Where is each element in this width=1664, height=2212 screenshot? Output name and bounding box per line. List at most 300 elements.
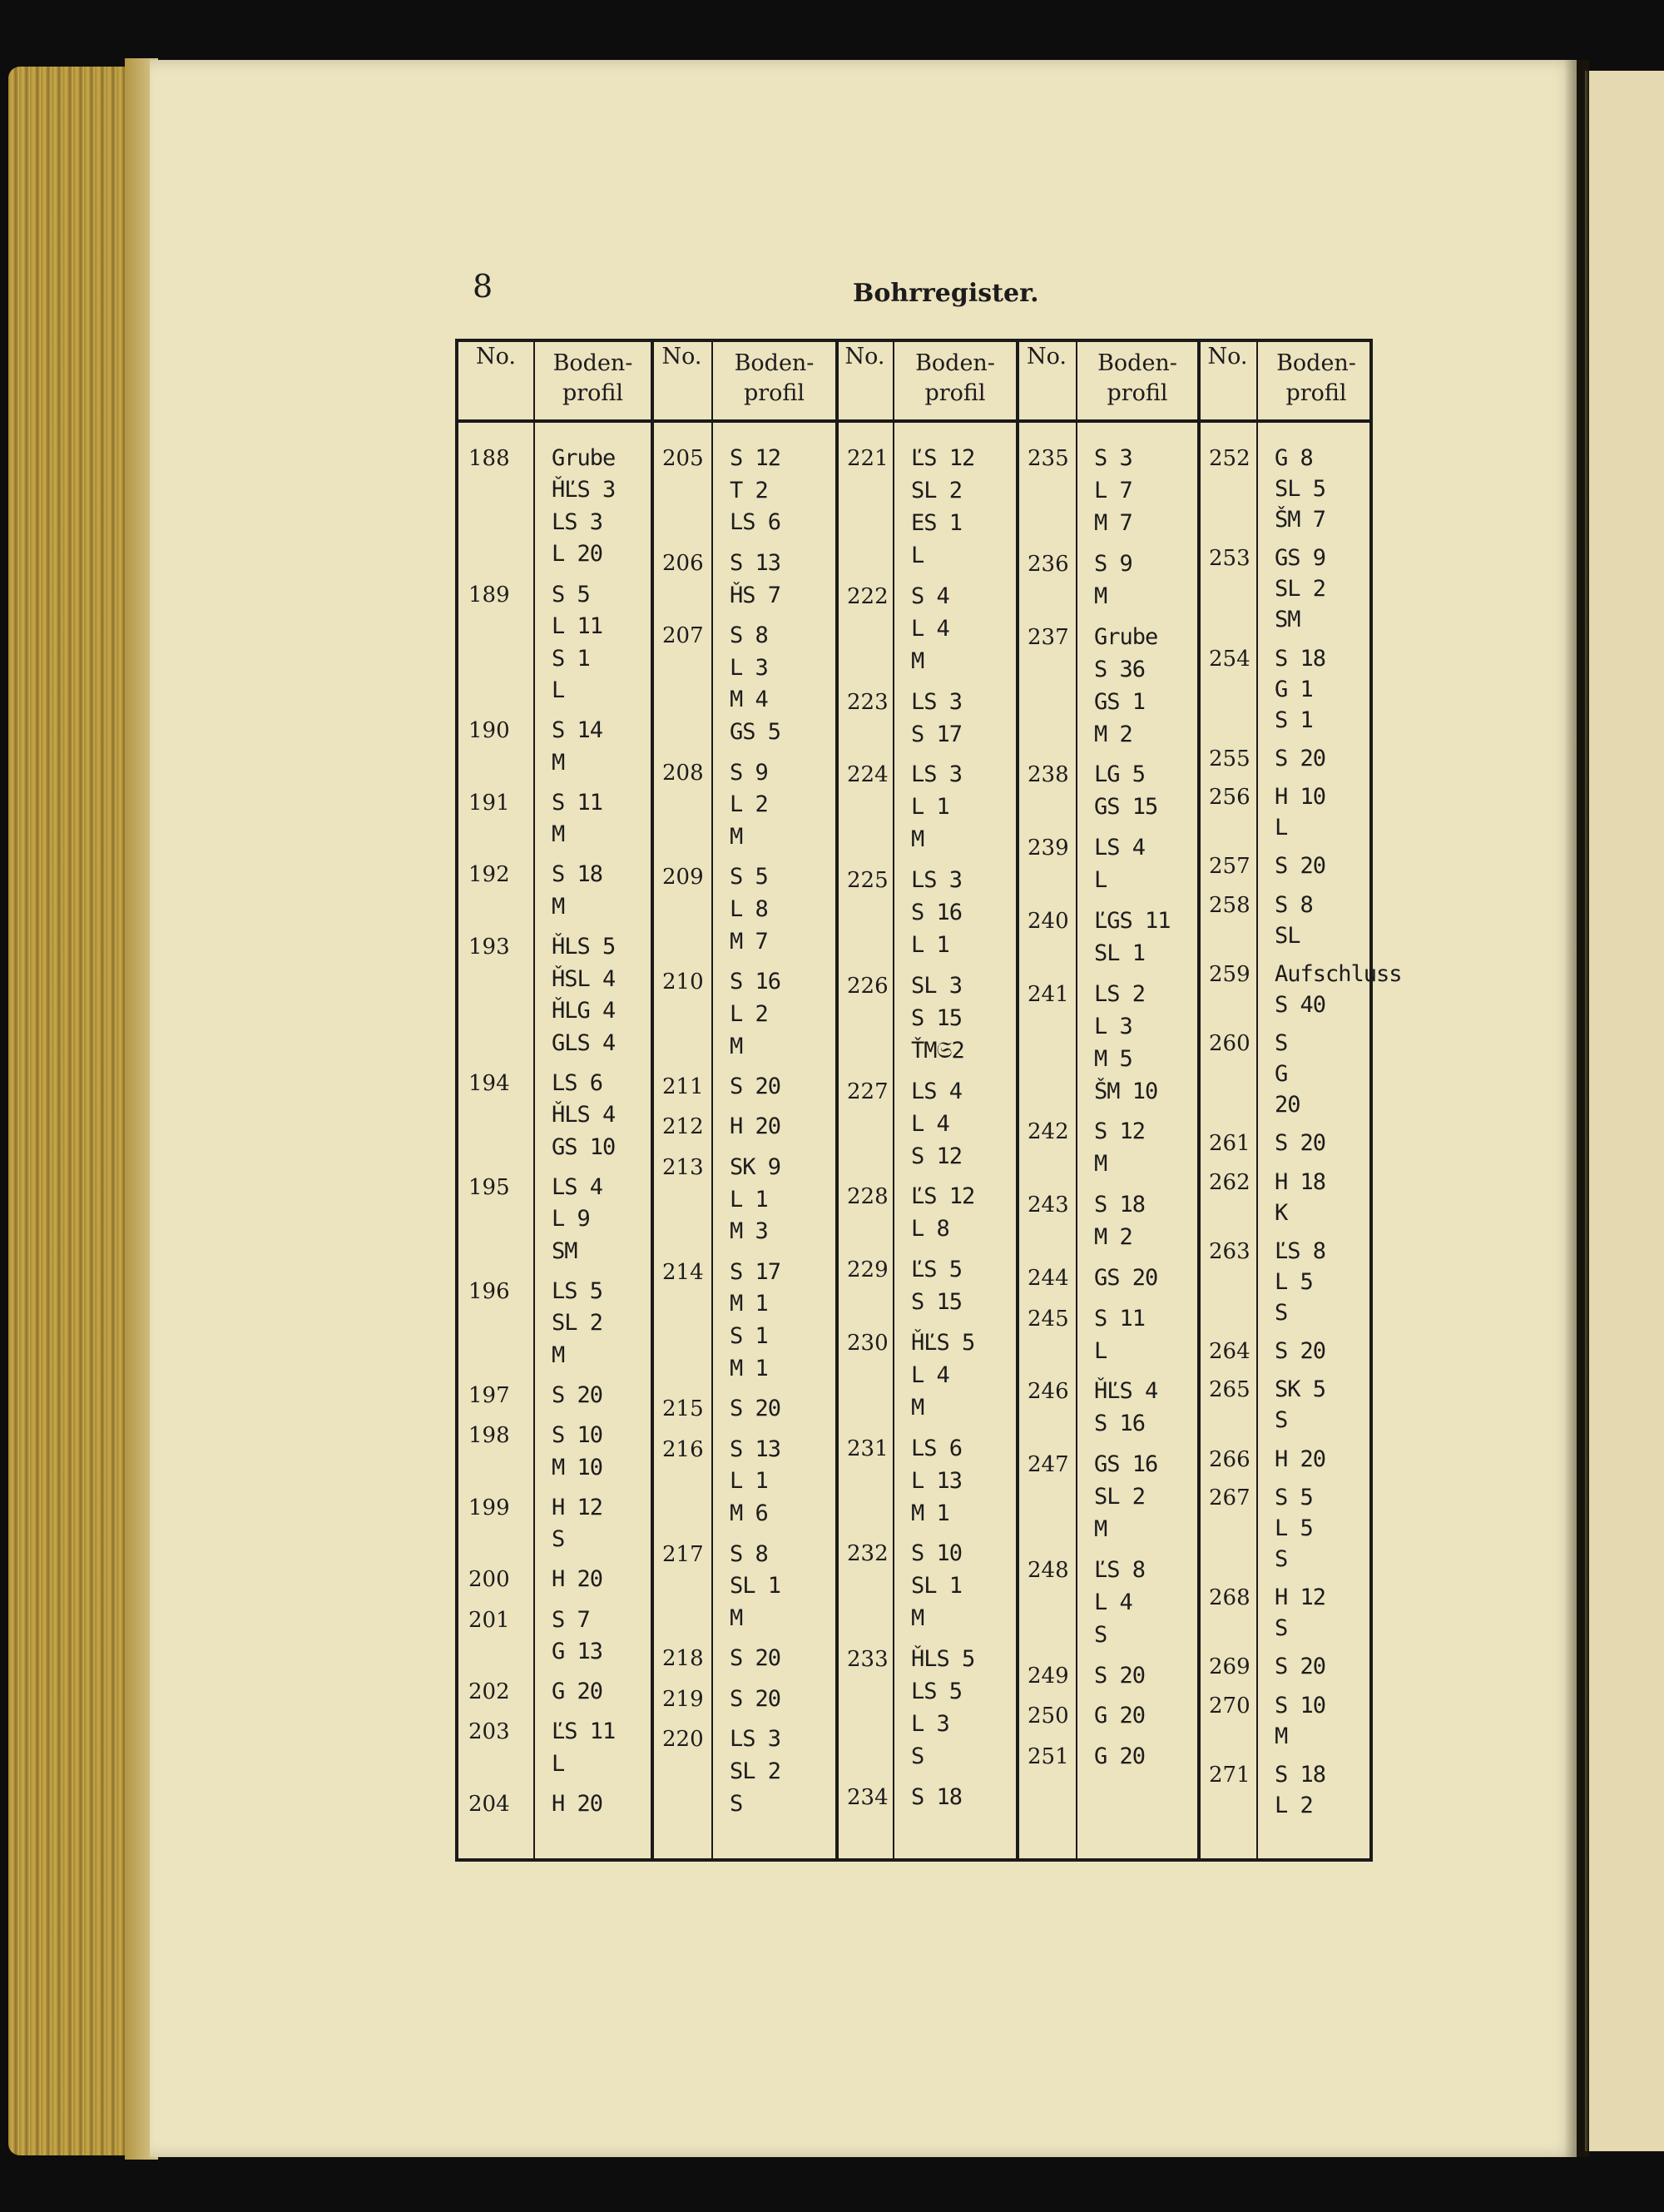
profile-entry: H 20 (552, 1566, 603, 1593)
profile-entry: S 20 (1275, 745, 1326, 771)
profile-entry: M 6 (730, 1500, 768, 1527)
row-number: 227 (847, 1079, 889, 1104)
profile-entry: GS 15 (1094, 794, 1158, 821)
profile-entry: ĽS 5 (911, 1257, 963, 1282)
profile-entry: L 5 (1275, 1515, 1313, 1541)
profile-entry: S 16 (911, 900, 963, 925)
header-bodenprofil: Boden- profil (1097, 350, 1177, 406)
profile-entry: S 10 (911, 1540, 963, 1567)
profile-entry: ĽS 12 (911, 1183, 975, 1210)
profile-entry: LS 3 (911, 867, 963, 893)
row-number: 212 (662, 1114, 704, 1140)
row-number: 249 (1028, 1663, 1069, 1689)
profile-entry: LS 6 (911, 1435, 963, 1461)
profile-entry: S 5 (1275, 1484, 1313, 1510)
profile-entry: H 12 (1275, 1585, 1326, 1610)
profile-entry: SL 2 (911, 478, 963, 503)
profile-entry: ȞLG 4 (552, 998, 616, 1024)
row-number: 261 (1209, 1131, 1250, 1157)
profile-entry: L 5 (1275, 1268, 1313, 1295)
profile-entry: GS 9 (1275, 545, 1326, 572)
row-number: 222 (847, 583, 889, 609)
profile-entry: S 4 (911, 583, 949, 609)
row-number: 213 (662, 1154, 704, 1180)
profile-entry: S (1275, 1615, 1288, 1641)
profile-entry: ĽS 12 (911, 445, 975, 471)
profile-entry: LS 6 (730, 509, 781, 536)
row-number: 270 (1209, 1693, 1250, 1719)
profile-entry: M (911, 1394, 924, 1421)
row-number: 205 (662, 446, 704, 471)
profile-entry: L 13 (911, 1467, 963, 1494)
row-number: 244 (1028, 1265, 1069, 1291)
profile-entry: M (1275, 1723, 1288, 1749)
profile-entry: L 1 (911, 932, 949, 958)
row-number: 256 (1209, 785, 1250, 810)
profile-entry: ĽGS 11 (1094, 907, 1171, 934)
profile-entry: LS 3 (552, 508, 603, 535)
profile-entry: LS 4 (911, 1078, 963, 1104)
profile-entry: M 5 (1094, 1045, 1132, 1072)
profile-entry: S 11 (1094, 1305, 1146, 1332)
header-bodenprofil: Boden- profil (1276, 350, 1356, 406)
row-number: 208 (662, 760, 704, 786)
profile-entry: T 2 (730, 477, 768, 503)
profile-entry: Grube (552, 445, 616, 471)
row-number: 228 (847, 1184, 889, 1210)
profile-entry: SL 2 (552, 1310, 603, 1337)
column-rule (1076, 342, 1077, 1858)
facing-page (1585, 71, 1664, 2151)
profile-entry: M 10 (552, 1454, 603, 1480)
profile-entry: M (730, 1033, 743, 1059)
profile-entry: 20 (1275, 1092, 1300, 1118)
profile-entry: G 13 (552, 1639, 603, 1665)
profile-entry: S (1275, 1545, 1288, 1572)
row-number: 240 (1028, 908, 1069, 934)
profile-entry: S 20 (1094, 1662, 1146, 1689)
row-number: 230 (847, 1330, 889, 1356)
profile-entry: K (1275, 1199, 1288, 1226)
profile-entry: L 4 (911, 1361, 949, 1388)
page-number: 8 (473, 268, 493, 305)
profile-entry: S (911, 1743, 924, 1769)
row-number: 192 (468, 862, 510, 888)
profile-entry: ȞLS 4 (552, 1102, 616, 1128)
profile-entry: S 18 (552, 861, 603, 888)
row-number: 229 (847, 1257, 889, 1282)
profile-entry: SL 2 (1275, 576, 1326, 603)
row-number: 202 (468, 1679, 510, 1705)
header-bodenprofil: Boden- profil (552, 350, 633, 406)
profile-entry: SL 1 (1094, 940, 1146, 966)
profile-entry: S 17 (911, 721, 963, 747)
profile-entry: S 9 (730, 759, 768, 786)
profile-entry: S 14 (552, 717, 603, 744)
profile-entry: G 1 (1275, 676, 1313, 702)
profile-entry: S 16 (1094, 1411, 1146, 1437)
profile-entry: GS 1 (1094, 688, 1146, 715)
row-number: 250 (1028, 1704, 1069, 1729)
profile-entry: SK 9 (730, 1153, 781, 1180)
row-number: 263 (1209, 1238, 1250, 1264)
profile-entry: SM (552, 1237, 577, 1264)
group-separator (1197, 342, 1201, 1858)
profile-entry: L 4 (911, 615, 949, 642)
profile-entry: G 20 (552, 1679, 603, 1705)
row-number: 247 (1028, 1452, 1069, 1477)
profile-entry: M 7 (1094, 510, 1132, 536)
profile-entry: ŠM 10 (1094, 1078, 1158, 1104)
profile-entry: LS 2 (1094, 980, 1146, 1007)
profile-entry: S 20 (1275, 1130, 1326, 1157)
profile-entry: M 2 (1094, 1224, 1132, 1250)
row-number: 258 (1209, 892, 1250, 918)
profile-entry: LS 3 (730, 1726, 781, 1753)
profile-entry: ŤM𝔖2 (911, 1037, 964, 1064)
profile-entry: ȞĽS 5 (911, 1329, 975, 1356)
row-number: 232 (847, 1541, 889, 1567)
profile-entry: SL (1275, 922, 1300, 949)
row-number: 221 (847, 446, 889, 471)
profile-entry: M 1 (730, 1291, 768, 1317)
row-number: 254 (1209, 646, 1250, 672)
row-number: 210 (662, 970, 704, 995)
row-number: 211 (662, 1074, 704, 1100)
profile-entry: SL 1 (730, 1573, 781, 1599)
row-number: 218 (662, 1646, 704, 1672)
row-number: 196 (468, 1278, 510, 1304)
row-number: 253 (1209, 546, 1250, 572)
profile-entry: M (911, 826, 924, 853)
profile-entry: G (1275, 1061, 1288, 1087)
profile-entry: S 10 (1275, 1692, 1326, 1719)
profile-entry: M (1094, 583, 1107, 609)
row-number: 266 (1209, 1446, 1250, 1472)
group-separator (835, 342, 839, 1858)
profile-entry: M (911, 1605, 924, 1632)
profile-entry: ĽS 8 (1275, 1237, 1326, 1264)
profile-entry: H 20 (730, 1113, 781, 1140)
profile-entry: M (1094, 1516, 1107, 1542)
profile-entry: S 10 (552, 1422, 603, 1449)
profile-entry: L 4 (911, 1110, 949, 1137)
profile-entry: S 13 (730, 1436, 781, 1462)
running-title: Bohrregister. (853, 279, 1039, 308)
profile-entry: LS 6 (552, 1069, 603, 1096)
row-number: 220 (662, 1727, 704, 1753)
row-number: 260 (1209, 1031, 1250, 1056)
row-number: 190 (468, 718, 510, 744)
row-number: 233 (847, 1647, 889, 1672)
profile-entry: ȞSL 4 (552, 965, 616, 992)
profile-entry: M 4 (730, 687, 768, 713)
row-number: 257 (1209, 854, 1250, 880)
profile-entry: L 20 (552, 541, 603, 568)
row-number: 271 (1209, 1762, 1250, 1788)
profile-entry: S 36 (1094, 656, 1146, 682)
row-number: 237 (1028, 624, 1069, 650)
profile-entry: L 4 (1094, 1589, 1132, 1615)
profile-entry: H 18 (1275, 1168, 1326, 1195)
profile-entry: L 3 (911, 1711, 949, 1737)
profile-entry: S 20 (1275, 1338, 1326, 1364)
profile-entry: L (552, 1750, 565, 1777)
group-separator (1016, 342, 1019, 1858)
row-number: 217 (662, 1541, 704, 1567)
profile-entry: M (552, 821, 565, 848)
profile-entry: SM (1275, 607, 1300, 633)
header-no: No. (1027, 344, 1067, 369)
profile-entry: G 8 (1275, 445, 1313, 471)
profile-entry: S 20 (730, 1074, 781, 1100)
profile-entry: S 13 (730, 549, 781, 576)
row-number: 216 (662, 1436, 704, 1462)
row-number: 251 (1028, 1744, 1069, 1769)
profile-entry: M (552, 1342, 565, 1368)
row-number: 214 (662, 1259, 704, 1285)
row-number: 224 (847, 762, 889, 788)
row-number: 226 (847, 973, 889, 999)
row-number: 193 (468, 935, 510, 960)
row-number: 242 (1028, 1119, 1069, 1145)
profile-entry: S 18 (1275, 645, 1326, 672)
profile-entry: L (552, 677, 565, 704)
row-number: 262 (1209, 1169, 1250, 1195)
row-number: 269 (1209, 1654, 1250, 1680)
profile-entry: S (1275, 1407, 1288, 1434)
row-number: 204 (468, 1791, 510, 1817)
spine-shadow (1564, 60, 1589, 2157)
profile-entry: L 8 (911, 1216, 949, 1242)
profile-entry: L 2 (730, 791, 768, 818)
column-rule (533, 342, 535, 1858)
profile-entry: S 15 (911, 1004, 963, 1031)
profile-entry: H 20 (552, 1790, 603, 1817)
profile-entry: L 9 (552, 1206, 590, 1232)
row-number: 191 (468, 790, 510, 816)
row-number: 231 (847, 1436, 889, 1461)
row-number: 219 (662, 1686, 704, 1712)
row-number: 259 (1209, 961, 1250, 987)
profile-entry: S 20 (1275, 853, 1326, 880)
profile-entry: S 40 (1275, 991, 1326, 1018)
profile-entry: S 8 (730, 1540, 768, 1567)
profile-entry: S 1 (552, 645, 590, 672)
profile-entry: GS 16 (1094, 1451, 1158, 1477)
profile-entry: SL 3 (911, 972, 963, 999)
row-number: 215 (662, 1396, 704, 1422)
profile-entry: M 1 (911, 1500, 949, 1526)
row-number: 188 (468, 446, 510, 471)
profile-entry: L 8 (730, 896, 768, 923)
profile-entry: M (730, 823, 743, 850)
profile-entry: S 17 (730, 1258, 781, 1285)
row-number: 207 (662, 622, 704, 648)
profile-entry: S 1 (1275, 707, 1313, 733)
profile-entry: H 10 (1275, 784, 1326, 810)
profile-entry: LS 3 (911, 688, 963, 715)
profile-entry: S 12 (911, 1143, 963, 1169)
profile-entry: S 18 (911, 1783, 963, 1810)
row-number: 241 (1028, 981, 1069, 1007)
profile-entry: S 8 (1275, 891, 1313, 918)
header-no: No. (476, 344, 516, 369)
row-number: 225 (847, 868, 889, 893)
profile-entry: M (911, 647, 924, 674)
profile-entry: S 11 (552, 789, 603, 816)
profile-entry: ȞS 7 (730, 582, 781, 608)
profile-entry: S 15 (911, 1289, 963, 1315)
profile-entry: SL 5 (1275, 476, 1326, 502)
row-number: 236 (1028, 551, 1069, 577)
row-number: 238 (1028, 762, 1069, 788)
profile-entry: LS 4 (552, 1173, 603, 1200)
profile-entry: S 3 (1094, 445, 1132, 471)
profile-entry: G 20 (1094, 1703, 1146, 1729)
profile-entry: M (552, 893, 565, 920)
profile-entry: ȞĽS 4 (1094, 1378, 1158, 1405)
row-number: 206 (662, 550, 704, 576)
profile-entry: S 20 (730, 1645, 781, 1672)
row-number: 198 (468, 1423, 510, 1449)
profile-entry: L 2 (730, 1000, 768, 1027)
profile-entry: S 16 (730, 969, 781, 995)
row-number: 209 (662, 865, 704, 890)
profile-entry: L 7 (1094, 478, 1132, 503)
column-rule (1256, 342, 1258, 1858)
row-number: 246 (1028, 1379, 1069, 1405)
row-number: 267 (1209, 1485, 1250, 1510)
header-no: No. (844, 344, 885, 369)
profile-entry: ĽS 11 (552, 1719, 616, 1745)
header-no: No. (1207, 344, 1248, 369)
row-number: 248 (1028, 1557, 1069, 1583)
profile-entry: M 1 (730, 1355, 768, 1381)
profile-entry: LS 5 (911, 1679, 963, 1704)
row-number: 189 (468, 582, 510, 608)
row-number: 197 (468, 1383, 510, 1409)
profile-entry: LS 3 (911, 761, 963, 788)
profile-entry: SK 5 (1275, 1376, 1326, 1403)
profile-entry: S 5 (730, 864, 768, 890)
profile-entry: Aufschluss (1275, 960, 1402, 987)
row-number: 265 (1209, 1377, 1250, 1403)
row-number: 245 (1028, 1306, 1069, 1332)
profile-entry: S (552, 1526, 565, 1553)
row-number: 223 (847, 689, 889, 715)
column-rule (893, 342, 894, 1858)
profile-entry: Grube (1094, 623, 1158, 650)
header-bodenprofil: Boden- profil (734, 350, 815, 406)
profile-entry: ĽS 8 (1094, 1556, 1146, 1583)
profile-entry: S 9 (1094, 550, 1132, 577)
profile-entry: M 2 (1094, 721, 1132, 747)
profile-entry: G 20 (1094, 1743, 1146, 1769)
profile-entry: M 7 (730, 928, 768, 955)
profile-entry: S 8 (730, 622, 768, 648)
profile-entry: S 20 (730, 1396, 781, 1422)
profile-entry: S 18 (1094, 1192, 1146, 1218)
profile-entry: S 20 (1275, 1654, 1326, 1680)
profile-entry: M (730, 1604, 743, 1631)
profile-entry: S (1275, 1030, 1288, 1056)
profile-entry: SL 2 (1094, 1484, 1146, 1510)
profile-entry: H 20 (1275, 1446, 1326, 1472)
profile-entry: GLS 4 (552, 1029, 616, 1056)
profile-entry: L (1094, 867, 1107, 893)
row-number: 234 (847, 1784, 889, 1810)
profile-entry: S 20 (730, 1685, 781, 1712)
profile-entry: S 5 (552, 581, 590, 608)
profile-entry: S (1094, 1621, 1107, 1648)
profile-entry: L 3 (730, 654, 768, 681)
profile-entry: ȞLS 5 (552, 934, 616, 960)
profile-entry: LG 5 (1094, 761, 1146, 788)
profile-entry: L (911, 543, 924, 568)
row-number: 235 (1028, 446, 1069, 471)
profile-entry: H 12 (552, 1494, 603, 1520)
profile-entry: L (1094, 1337, 1107, 1364)
row-number: 268 (1209, 1585, 1250, 1610)
profile-entry: M (1094, 1151, 1107, 1178)
profile-entry: L 1 (730, 1468, 768, 1495)
row-number: 243 (1028, 1193, 1069, 1218)
profile-entry: GS 10 (552, 1133, 616, 1160)
profile-entry: L (1275, 815, 1288, 841)
profile-entry: S 12 (1094, 1118, 1146, 1145)
row-number: 201 (468, 1607, 510, 1633)
profile-entry: ES 1 (911, 510, 963, 536)
profile-entry: L 3 (1094, 1013, 1132, 1039)
profile-entry: S 20 (552, 1382, 603, 1409)
profile-entry: SL 2 (730, 1758, 781, 1784)
row-number: 252 (1209, 446, 1250, 471)
profile-entry: ȞLS 5 (911, 1646, 975, 1672)
profile-entry: S 1 (730, 1323, 768, 1350)
profile-entry: L 2 (1275, 1792, 1313, 1818)
profile-entry: GS 20 (1094, 1264, 1158, 1291)
profile-entry: ŠM 7 (1275, 507, 1326, 533)
profile-entry: S (1275, 1299, 1288, 1326)
header-bodenprofil: Boden- profil (915, 350, 995, 406)
profile-entry: S (730, 1790, 743, 1817)
profile-entry: M (552, 749, 565, 776)
row-number: 199 (468, 1495, 510, 1520)
row-number: 255 (1209, 746, 1250, 771)
profile-entry: LS 5 (552, 1277, 603, 1304)
profile-entry: ȞĽS 3 (552, 477, 616, 503)
profile-entry: LS 4 (1094, 835, 1146, 860)
header-rule (458, 419, 1369, 423)
row-number: 200 (468, 1567, 510, 1593)
header-no: No. (661, 344, 702, 369)
row-number: 195 (468, 1174, 510, 1200)
profile-entry: L 1 (730, 1186, 768, 1213)
profile-entry: S 7 (552, 1606, 590, 1633)
profile-entry: M 3 (730, 1218, 768, 1245)
profile-entry: L 11 (552, 613, 603, 640)
row-number: 264 (1209, 1339, 1250, 1364)
row-number: 239 (1028, 836, 1069, 860)
row-number: 203 (468, 1719, 510, 1745)
profile-entry: L 1 (911, 794, 949, 821)
profile-entry: SL 1 (911, 1573, 963, 1599)
profile-entry: S 18 (1275, 1761, 1326, 1788)
group-separator (651, 342, 654, 1858)
profile-entry: S 12 (730, 445, 781, 471)
bohrregister-table (455, 339, 1402, 1862)
